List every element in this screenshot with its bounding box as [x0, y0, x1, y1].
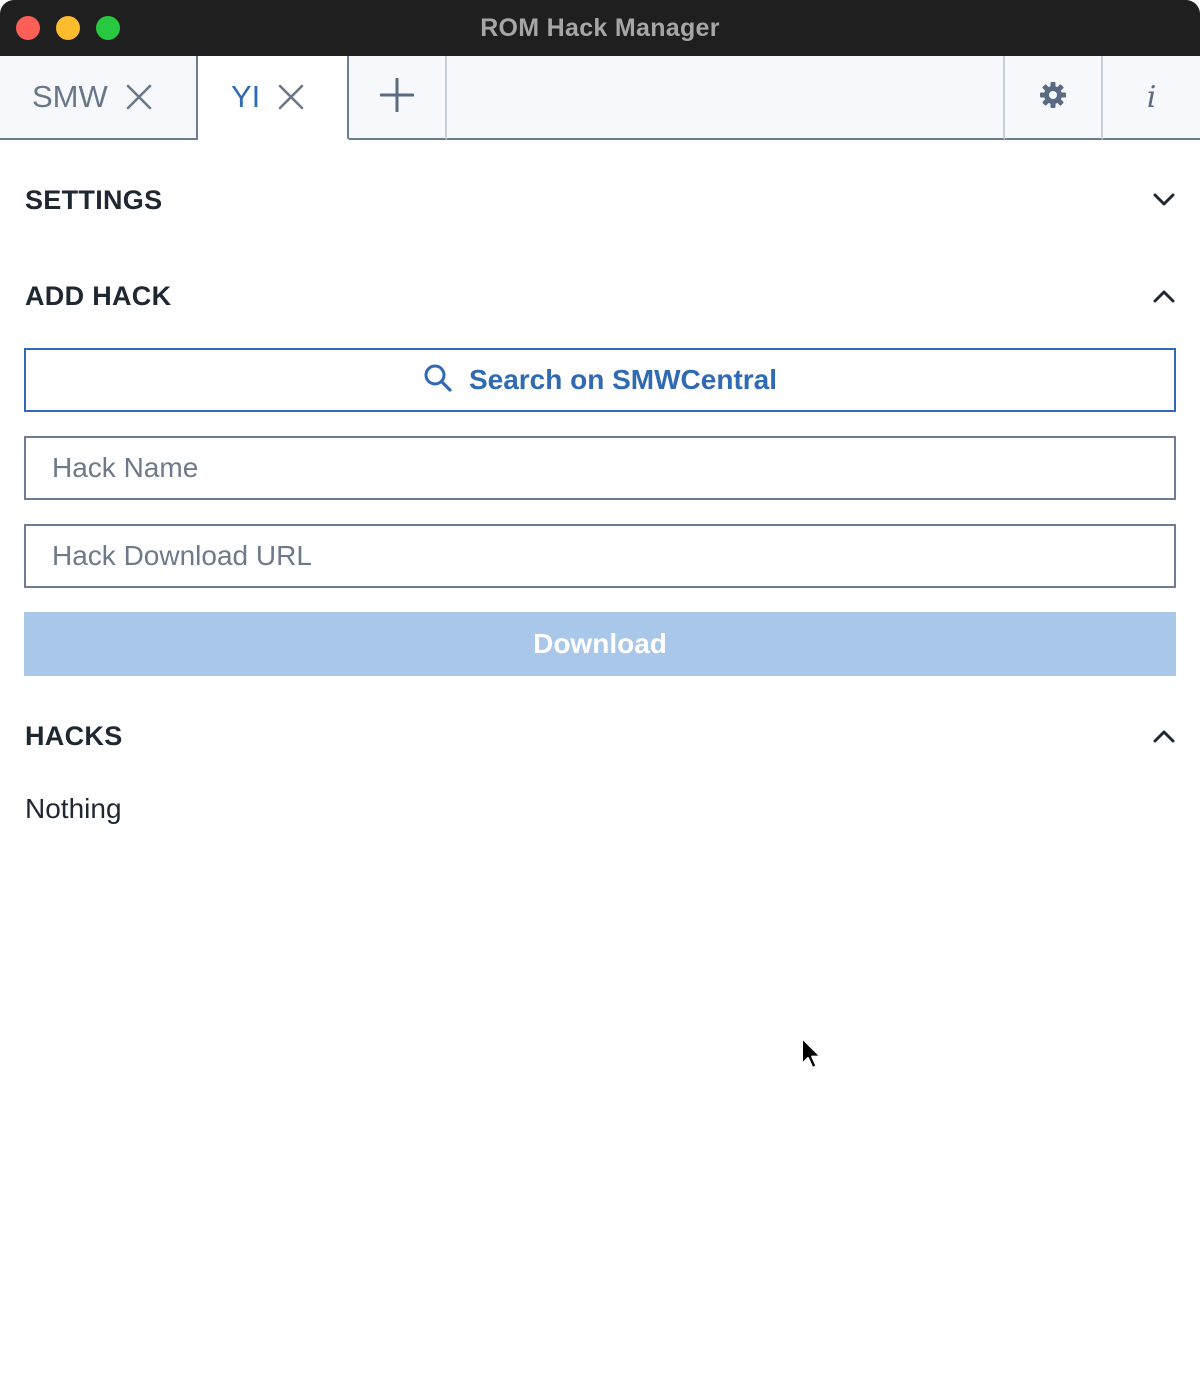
tab-smw[interactable] [0, 56, 198, 140]
settings-button[interactable] [1005, 56, 1103, 140]
maximize-window-button[interactable] [96, 16, 120, 40]
plus-icon [380, 78, 414, 117]
add-hack-section-header[interactable] [25, 276, 1175, 316]
hack-download-url-input[interactable] [24, 524, 1176, 588]
gear-icon [1039, 81, 1067, 114]
hacks-empty-text: Nothing [25, 793, 122, 824]
add-tab-button[interactable] [349, 56, 447, 140]
close-tab-icon[interactable] [278, 84, 304, 110]
window-title: ROM Hack Manager [480, 13, 720, 42]
title-bar[interactable] [0, 0, 1200, 56]
chevron-down-icon[interactable] [1153, 193, 1175, 207]
settings-section-header[interactable] [25, 180, 1175, 220]
hack-name-input[interactable] [24, 436, 1176, 500]
download-button[interactable] [24, 612, 1176, 676]
search-smwcentral-button[interactable] [24, 348, 1176, 412]
close-tab-icon[interactable] [126, 84, 152, 110]
search-icon [423, 363, 453, 398]
info-icon: i [1146, 79, 1157, 115]
settings-section-title: SETTINGS [25, 184, 163, 215]
tab-label: SMW [32, 79, 108, 114]
close-window-button[interactable] [16, 16, 40, 40]
tab-label: YI [231, 79, 261, 114]
mouse-cursor-icon [800, 1036, 824, 1077]
download-button-label: Download [533, 628, 667, 659]
tab-bar [0, 56, 1200, 140]
hacks-section-title: HACKS [25, 720, 123, 751]
tab-bar-spacer [447, 56, 1005, 140]
hacks-section-header[interactable] [25, 716, 1175, 756]
minimize-window-button[interactable] [56, 16, 80, 40]
chevron-up-icon[interactable] [1153, 729, 1175, 743]
info-button[interactable] [1103, 56, 1200, 140]
chevron-up-icon[interactable] [1153, 289, 1175, 303]
add-hack-section-title: ADD HACK [25, 280, 172, 311]
search-button-label: Search on SMWCentral [468, 364, 778, 395]
tab-yi[interactable] [198, 56, 349, 140]
